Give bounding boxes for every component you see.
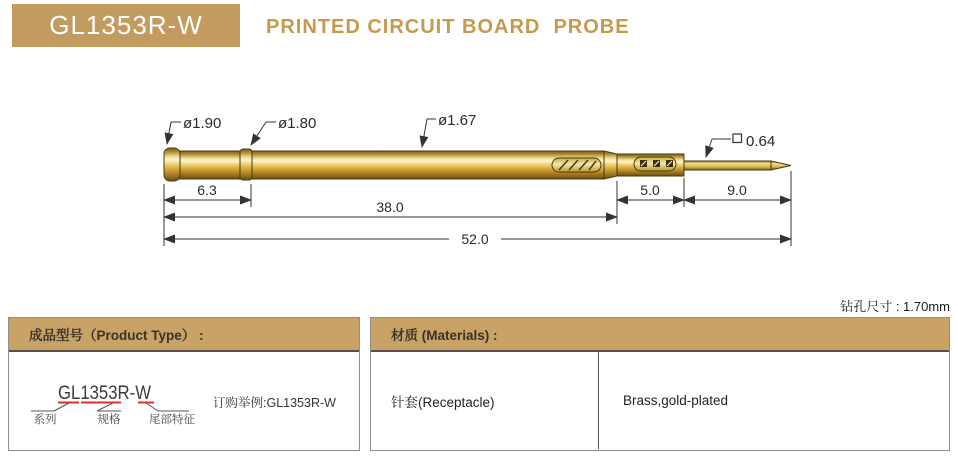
square-section-icon: [733, 134, 742, 143]
materials-panel: [370, 317, 950, 451]
probe-collar: [240, 149, 252, 180]
dim-barrel-length: 38.0: [376, 199, 404, 215]
dim-tip-length: 9.0: [727, 182, 747, 198]
dim-receptacle-length: 5.0: [640, 182, 660, 198]
probe-head-cap: [164, 148, 180, 181]
knurl-slot: [634, 157, 676, 171]
dim-total-length: 52.0: [461, 231, 489, 247]
materials-header-text: 材质 (Materials) :: [391, 328, 498, 343]
series-label: 系列: [33, 414, 57, 426]
barrel-diameter-label: ø1.67: [438, 112, 477, 129]
materials-part-cell: [371, 352, 599, 449]
crimp-slot: [552, 158, 601, 172]
product-type-header-text: 成品型号（Product Type） :: [29, 328, 204, 343]
materials-table: [371, 352, 949, 449]
spec-label: 规格: [97, 414, 121, 426]
materials-header: [371, 318, 949, 352]
materials-material-cell: [599, 352, 949, 449]
materials-material-text: Brass,gold-plated: [623, 393, 729, 408]
probe-body: [164, 148, 791, 181]
drill-size-note: 钻孔尺寸 : 1.70mm: [840, 299, 950, 314]
probe-tip: [771, 161, 791, 170]
tip-size-label: 0.64: [746, 133, 776, 150]
probe-pin: [684, 161, 771, 170]
collar-diameter-label: ø1.80: [278, 115, 317, 132]
product-type-body: [9, 352, 359, 449]
page-title: PRINTED CIRCUIT BOARD PROBE: [266, 16, 630, 38]
head-diameter-label: ø1.90: [183, 115, 222, 132]
product-type-header: [9, 318, 359, 352]
head-diameter-leader: [167, 115, 221, 144]
diameter-leaders: [167, 112, 775, 157]
collar-diameter-leader: [251, 115, 316, 145]
dimension-lines: [164, 182, 791, 247]
dim-head-length: 6.3: [197, 182, 217, 198]
materials-part-text: 针套(Receptacle): [391, 394, 495, 410]
tip-size-leader: [706, 133, 775, 157]
product-type-panel: [8, 317, 360, 451]
tail-feature-label: 尾部特征: [149, 414, 195, 426]
model-badge-text: GL1353R-W: [49, 10, 203, 40]
order-example: 订购举例:GL1353R-W: [213, 396, 336, 410]
model-breakdown-text: GL1353R-W: [58, 383, 152, 404]
probe-taper: [604, 151, 617, 179]
barrel-diameter-leader: [422, 112, 476, 147]
